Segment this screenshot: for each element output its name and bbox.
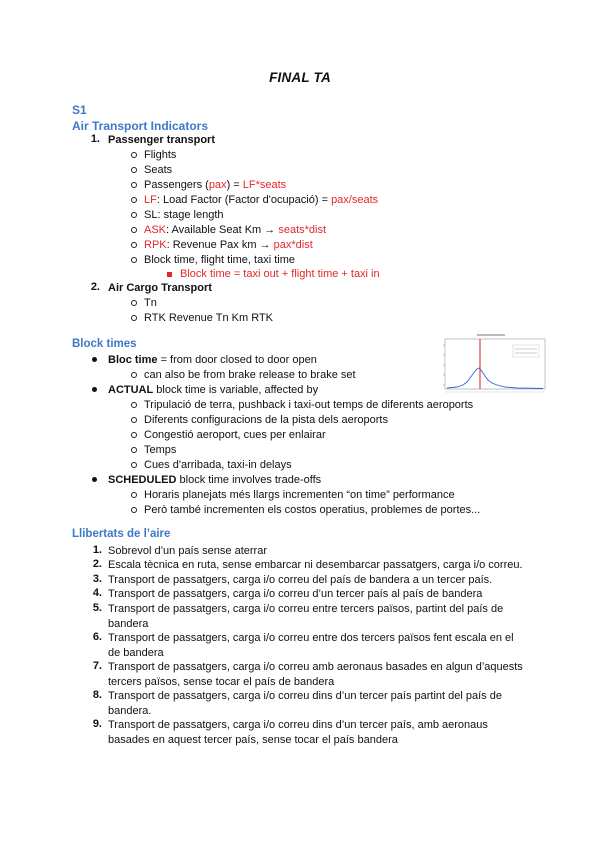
list-number: 6. [92, 631, 102, 643]
list-item: Cues d'arribada, taxi-in delays [144, 459, 292, 471]
list-item: can also be from brake release to brake set [144, 369, 356, 381]
section-heading-llibertats: Llibertats de l’aire [72, 528, 171, 540]
list-item-ask: ASK: Available Seat Km → seats*dist [144, 224, 327, 236]
chart-title-placeholder [477, 334, 505, 336]
section-heading-block-times: Block times [72, 338, 137, 350]
circle-bullet-icon [131, 402, 137, 408]
list-item-rpk: RPK: Revenue Pax km → pax*dist [144, 239, 313, 251]
list-number: 8. [92, 689, 102, 701]
list-item: SL: stage length [144, 209, 224, 221]
list-item: Seats [144, 164, 173, 176]
circle-bullet-icon [131, 152, 137, 158]
freedom-item: Sobrevol d’un país sense aterrar [108, 545, 267, 557]
block-time-distribution-chart [437, 333, 547, 398]
circle-bullet-icon [131, 447, 137, 453]
air-cargo-title: Air Cargo Transport [108, 282, 212, 294]
passenger-transport-title: Passenger transport [108, 134, 215, 146]
list-number: 4. [92, 587, 102, 599]
page-title: FINAL TA [269, 70, 331, 85]
circle-bullet-icon [131, 257, 137, 263]
circle-bullet-icon [131, 242, 137, 248]
freedom-item: Transport de passatgers, carga i/o correu entre dos tercers països fent escala en el de bandera [108, 632, 514, 659]
actual-item: ACTUAL block time is variable, affected by [108, 384, 319, 396]
circle-bullet-icon [131, 300, 137, 306]
circle-bullet-icon [131, 492, 137, 498]
section-heading-air-transport-indicators: Air Transport Indicators [72, 119, 209, 133]
list-item: Temps [144, 444, 177, 456]
list-number: 9. [92, 718, 102, 730]
bullet-icon [92, 477, 97, 482]
list-item: Però també incrementen els costos operatius, problemes de portes... [144, 504, 481, 516]
list-item: Flights [144, 149, 177, 161]
section-label-s1: S1 [72, 103, 87, 117]
freedom-item: Transport de passatgers, carga i/o correu dins d’un tercer país, amb aeronaus basades en aquest tercer país, sense tocar el país bandera [108, 719, 488, 746]
scheduled-item: SCHEDULED block time involves trade-offs [108, 474, 322, 486]
bullet-icon [92, 387, 97, 392]
circle-bullet-icon [131, 417, 137, 423]
circle-bullet-icon [131, 212, 137, 218]
freedom-item: Escala tècnica en ruta, sense embarcar ni desembarcar passatgers, carga i/o correu. [108, 559, 523, 571]
freedom-item: Transport de passatgers, carga i/o correu del país de bandera a un tercer país. [108, 574, 493, 586]
list-item: RTK Revenue Tn Km RTK [144, 312, 273, 324]
list-number: 3. [92, 573, 102, 585]
circle-bullet-icon [131, 462, 137, 468]
list-number: 1. [90, 133, 100, 145]
bloc-time-item: Bloc time = from door closed to door open [108, 354, 317, 366]
chart-legend [513, 345, 539, 357]
list-item-passengers: Passengers (pax) = LF*seats [144, 179, 287, 191]
list-item: Tn [144, 297, 157, 309]
freedom-item: Transport de passatgers, carga i/o correu dins d’un tercer país partint del país de bandera. [108, 690, 502, 717]
list-item-load-factor: LF: Load Factor (Factor d'ocupació) = pax/seats [144, 194, 379, 206]
circle-bullet-icon [131, 227, 137, 233]
list-item: Horaris planejats més llargs incrementen “on time” performance [144, 489, 455, 501]
list-item: Congestió aeroport, cues per enlairar [144, 429, 326, 441]
square-bullet-icon [167, 272, 172, 277]
list-number: 5. [92, 602, 102, 614]
list-number: 2. [92, 558, 102, 570]
list-item: Tripulació de terra, pushback i taxi-out temps de diferents aeroports [144, 399, 474, 411]
circle-bullet-icon [131, 315, 137, 321]
list-item: Diferents configuracions de la pista dels aeroports [144, 414, 388, 426]
freedom-item: Transport de passatgers, carga i/o correu entre tercers països, partint del país de bandera [108, 603, 504, 630]
list-number: 7. [92, 660, 102, 672]
freedom-item: Transport de passatgers, carga i/o correu amb aeronaus basades en algun d’aquests tercers països, sense tocar el país de bandera [108, 661, 523, 688]
list-number: 1. [92, 544, 102, 556]
list-item: Block time, flight time, taxi time [144, 254, 295, 266]
circle-bullet-icon [131, 197, 137, 203]
circle-bullet-icon [131, 167, 137, 173]
circle-bullet-icon [131, 432, 137, 438]
freedom-item: Transport de passatgers, carga i/o correu d’un tercer país al país de bandera [108, 588, 483, 600]
list-number: 2. [90, 281, 100, 293]
circle-bullet-icon [131, 372, 137, 378]
bullet-icon [92, 357, 97, 362]
circle-bullet-icon [131, 507, 137, 513]
circle-bullet-icon [131, 182, 137, 188]
block-time-formula: Block time = taxi out + flight time + taxi in [180, 268, 380, 280]
